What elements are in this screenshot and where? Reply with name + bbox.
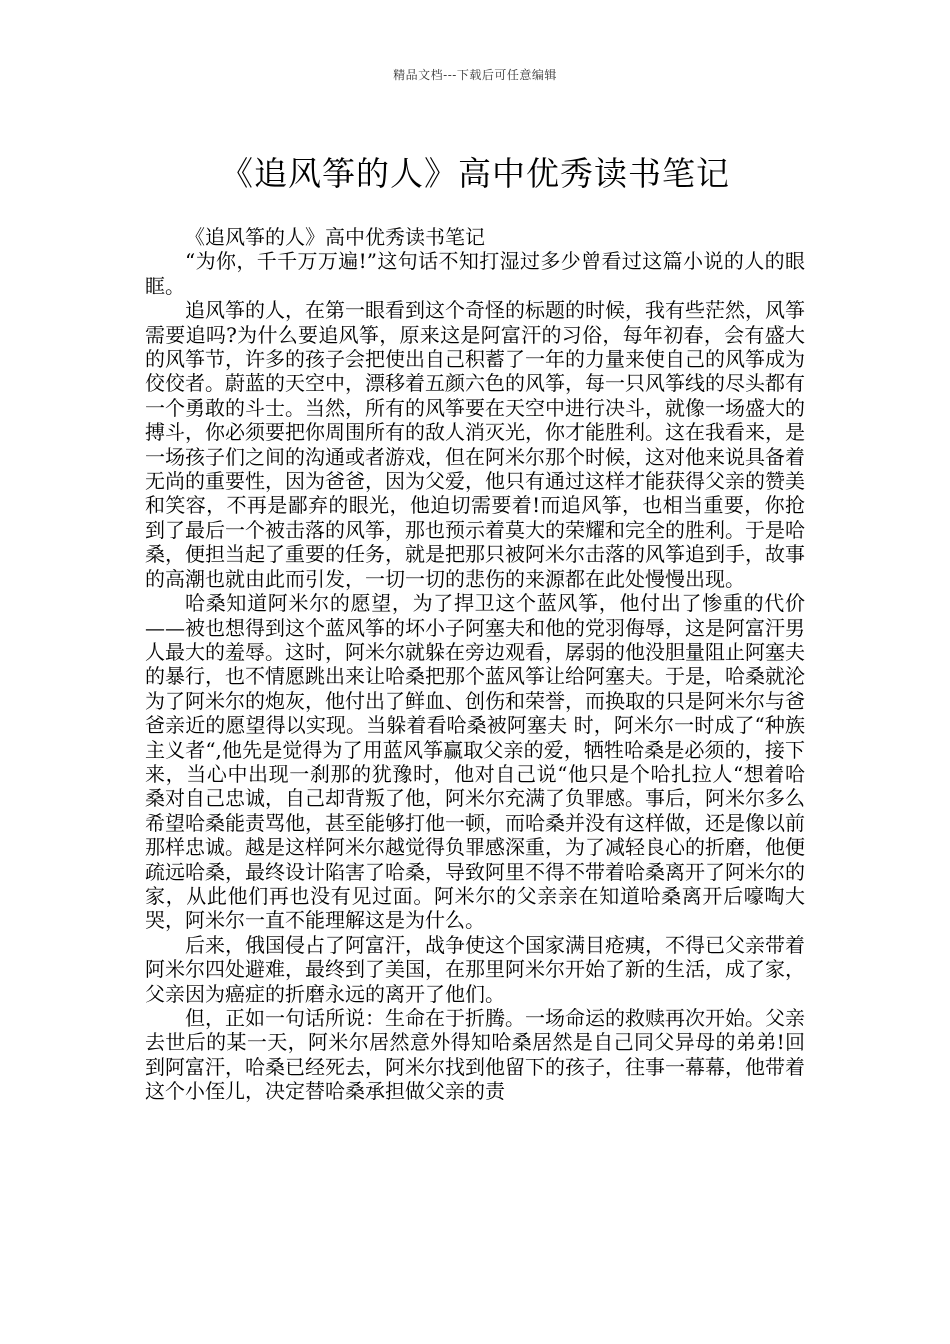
document-title: 《追风筝的人》高中优秀读书笔记 (220, 154, 730, 194)
body-paragraph: 追风筝的人，在第一眼看到这个奇怪的标题的时候，我有些茫然，风筝需要追吗?为什么要追风筝，原来这是阿富汗的习俗，每年初春，会有盛大的风筝节，许多的孩子会把使出自己积蓄了一年的力量来使自己的风筝成为佼佼者。蔚蓝的天空中，漂移着五颜六色的风筝，每一只风筝线的尽头都有一个勇敢的斗士。当然，所有的风筝要在天空中进行决斗，就像一场盛大的搏斗，你必须要把你周围所有的敌人消灭光，你才能胜利。这在我看来，是一场孩子们之间的沟通或者游戏，但在阿米尔那个时候，这对他来说具备着无尚的重要性，因为爸爸，因为父爱，他只有通过这样才能获得父亲的赞美和笑容，不再是鄙弃的眼光，他迫切需要着!而追风筝，也相当重要，你抢到了最后一个被击落的风筝，那也预示着莫大的荣耀和完全的胜利。于是哈桑，便担当起了重要的任务，就是把那只被阿米尔击落的风筝追到手，故事的高潮也就由此而引发，一切一切的悲伤的来源都在此处慢慢出现。 (145, 298, 805, 591)
body-paragraph: 后来，俄国侵占了阿富汗，战争使这个国家满目疮痍，不得已父亲带着阿米尔四处避难，最终到了美国，在那里阿米尔开始了新的生活，成了家，父亲因为癌症的折磨永远的离开了他们。 (145, 932, 805, 1006)
page-header: 精品文档---下载后可任意编辑 (393, 68, 557, 82)
body-paragraph: 哈桑知道阿米尔的愿望，为了捍卫这个蓝风筝，他付出了惨重的代价——被也想得到这个蓝风筝的坏小子阿塞夫和他的党羽侮辱，这是阿富汗男人最大的羞辱。这时，阿米尔就躲在旁边观看，孱弱的他没胆量阻止阿塞夫的暴行，也不情愿跳出来让哈桑把那个蓝风筝让给阿塞夫。于是，哈桑就沦为了阿米尔的炮灰，他付出了鲜血、创伤和荣誉，而换取的只是阿米尔与爸爸亲近的愿望得以实现。当躲着看哈桑被阿塞夫 时，阿米尔一时成了“种族主义者“,他先是觉得为了用蓝风筝赢取父亲的爱，牺牲哈桑是必须的，接下来，当心中出现一刹那的犹豫时，他对自己说“他只是个哈扎拉人“想着哈桑对自己忠诚，自己却背叛了他，阿米尔充满了负罪感。事后，阿米尔多么希望哈桑能责骂他，甚至能够打他一顿，而哈桑并没有这样做，还是像以前那样忠诚。越是这样阿米尔越觉得负罪感深重，为了减轻良心的折磨，他便疏远哈桑，最终设计陷害了哈桑，导致阿里不得不带着哈桑离开了阿米尔的家，从此他们再也没有见过面。阿米尔的父亲亲在知道哈桑离开后嚎啕大哭，阿米尔一直不能理解这是为什么。 (145, 591, 805, 933)
document-body (145, 225, 805, 1104)
body-paragraph: “为你，千千万万遍!”这句话不知打湿过多少曾看过这篇小说的人的眼眶。 (145, 249, 805, 298)
body-paragraph: 《追风筝的人》高中优秀读书笔记 (185, 225, 485, 249)
body-paragraph: 但，正如一句话所说：生命在于折腾。一场命运的救赎再次开始。父亲去世后的某一天，阿米尔居然意外得知哈桑居然是自己同父异母的弟弟!回到阿富汗，哈桑已经死去，阿米尔找到他留下的孩子，往事一幕幕，他带着这个小侄儿，决定替哈桑承担做父亲的责 (145, 1006, 805, 1104)
